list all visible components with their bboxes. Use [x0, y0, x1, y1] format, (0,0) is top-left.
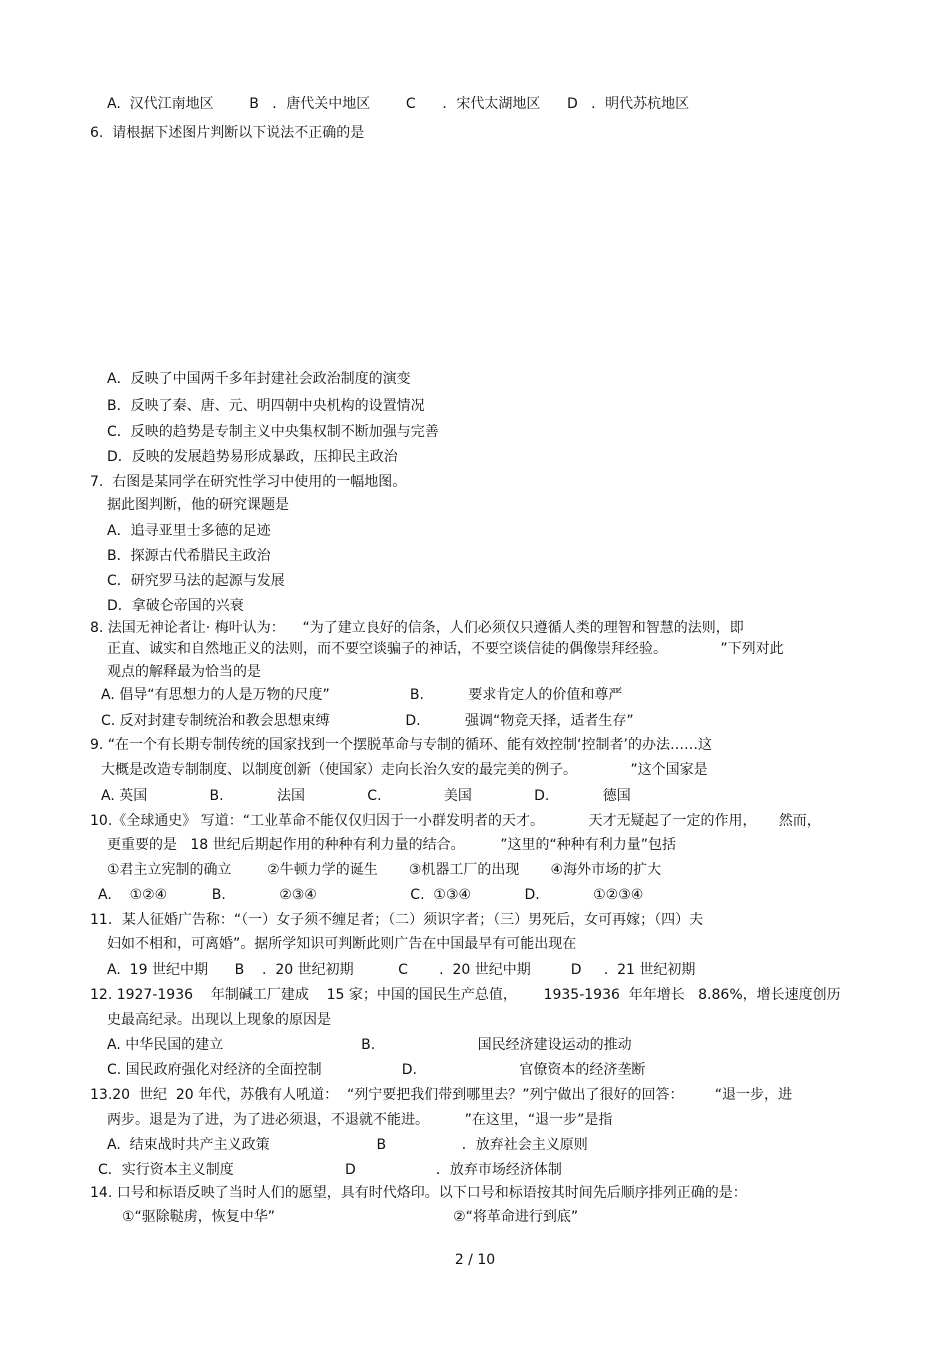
- q8-stem-cont1: 正直、诚实和自然地正义的法则，而不要空谈骗子的神话，不要空谈信徒的偶像崇拜经验。 ”下列对此: [107, 641, 784, 657]
- q13-options-ab: A. 结束战时共产主义政策 B ．放弃社会主义原则: [107, 1137, 588, 1153]
- q11-options: A. 19 世纪中期 B . 20 世纪初期 C . 20 世纪中期 D . 21 世纪初期: [107, 962, 696, 978]
- q6-option-d: D．反映的发展趋势易形成暴政，压抑民主政治: [107, 449, 398, 465]
- q8-stem-cont2: 观点的解释最为恰当的是: [107, 664, 261, 680]
- q13-options-cd: C．实行资本主义制度 D ．放弃市场经济体制: [98, 1162, 562, 1178]
- q11-stem-cont: 妇如不相和，可离婚”。据所学知识可判断此则广告在中国最早有可能出现在: [107, 936, 577, 952]
- q10-options: A. ①②④ B. ②③④ C. ①③④ D. ①②③④: [98, 887, 644, 903]
- q6-option-c: C．反映的趋势是专制主义中央集权制不断加强与完善: [107, 424, 439, 440]
- q5-options: A. 汉代江南地区 B ．唐代关中地区 C ．宋代太湖地区 D ．明代苏杭地区: [107, 96, 690, 112]
- q14-stem: 14. 口号和标语反映了当时人们的愿望，具有时代烙印。以下口号和标语按其时间先后顺序排列正确的是：: [90, 1185, 747, 1201]
- q10-items: ①君主立宪制的确立 ②牛顿力学的诞生 ③机器工厂的出现 ④海外市场的扩大: [107, 862, 662, 878]
- q10-stem-cont: 更重要的是 18 世纪后期起作用的种种有利力量的结合。 ”这里的“种种有利力量”包括: [107, 837, 676, 853]
- q6-option-a: A．反映了中国两千多年封建社会政治制度的演变: [107, 371, 411, 387]
- q7-option-d: D．拿破仑帝国的兴衰: [107, 598, 244, 614]
- q7-stem: 7. 右图是某同学在研究性学习中使用的一幅地图。: [90, 474, 407, 490]
- q14-items: ①“驱除鞑虏，恢复中华” ②“将革命进行到底”: [122, 1209, 579, 1225]
- q7-option-c: C．研究罗马法的起源与发展: [107, 573, 285, 589]
- q9-options: A. 英国 B. 法国 C. 美国 D. 德国: [101, 788, 631, 804]
- q12-stem: 12. 1927-1936 年制碱工厂建成 15 家；中国的国民生产总值， 1935-1936 年年增长 8.86%，增长速度创历: [90, 987, 841, 1003]
- q6-option-b: B．反映了秦、唐、元、明四朝中央机构的设置情况: [107, 398, 425, 414]
- q7-option-b: B．探源古代希腊民主政治: [107, 548, 271, 564]
- q13-stem-cont: 两步。退是为了进，为了进必须退，不退就不能进。 ”在这里，“退一步”是指: [107, 1112, 613, 1128]
- q11-stem: 11．某人征婚广告称：“（一）女子须不缠足者；（二）须识字者；（三）男死后，女可再嫁；（四）夫: [90, 912, 704, 928]
- q7-stem-cont: 据此图判断，他的研究课题是: [107, 497, 289, 513]
- q8-options-cd: C. 反对封建专制统治和教会思想束缚 D. 强调“物竞天择，适者生存”: [101, 713, 634, 729]
- q6-stem: 6. 请根据下述图片判断以下说法不正确的是: [90, 125, 365, 141]
- q12-options-ab: A. 中华民国的建立 B. 国民经济建设运动的推动: [107, 1037, 632, 1053]
- q9-stem: 9. “在一个有长期专制传统的国家找到一个摆脱革命与专制的循环、能有效控制‘控制者’的办法……这: [90, 737, 712, 753]
- q8-options-ab: A. 倡导“有思想力的人是万物的尺度” B. 要求肯定人的价值和尊严: [101, 687, 623, 703]
- q7-option-a: A．追寻亚里士多德的足迹: [107, 523, 271, 539]
- q9-stem-cont: 大概是改造专制制度、以制度创新（使国家）走向长治久安的最完美的例子。 ”这个国家是: [101, 762, 708, 778]
- q10-stem: 10.《全球通史》 写道：“工业革命不能仅仅归因于一小群发明者的天才。 天才无疑起了一定的作用， 然而，: [90, 813, 821, 829]
- q12-options-cd: C. 国民政府强化对经济的全面控制 D. 官僚资本的经济垄断: [107, 1062, 646, 1078]
- q13-stem: 13.20 世纪 20 年代，苏俄有人吼道： “列宁要把我们带到哪里去？”列宁做出了很好的回答： “退一步，进: [90, 1087, 792, 1103]
- q12-stem-cont: 史最高纪录。出现以上现象的原因是: [107, 1012, 331, 1028]
- q8-stem: 8. 法国无神论者让· 梅叶认为： “为了建立良好的信条，人们必须仅只遵循人类的理智和智慧的法则，即: [90, 620, 744, 636]
- page-number: 2 / 10: [454, 1252, 496, 1268]
- figure-placeholder: [140, 150, 820, 360]
